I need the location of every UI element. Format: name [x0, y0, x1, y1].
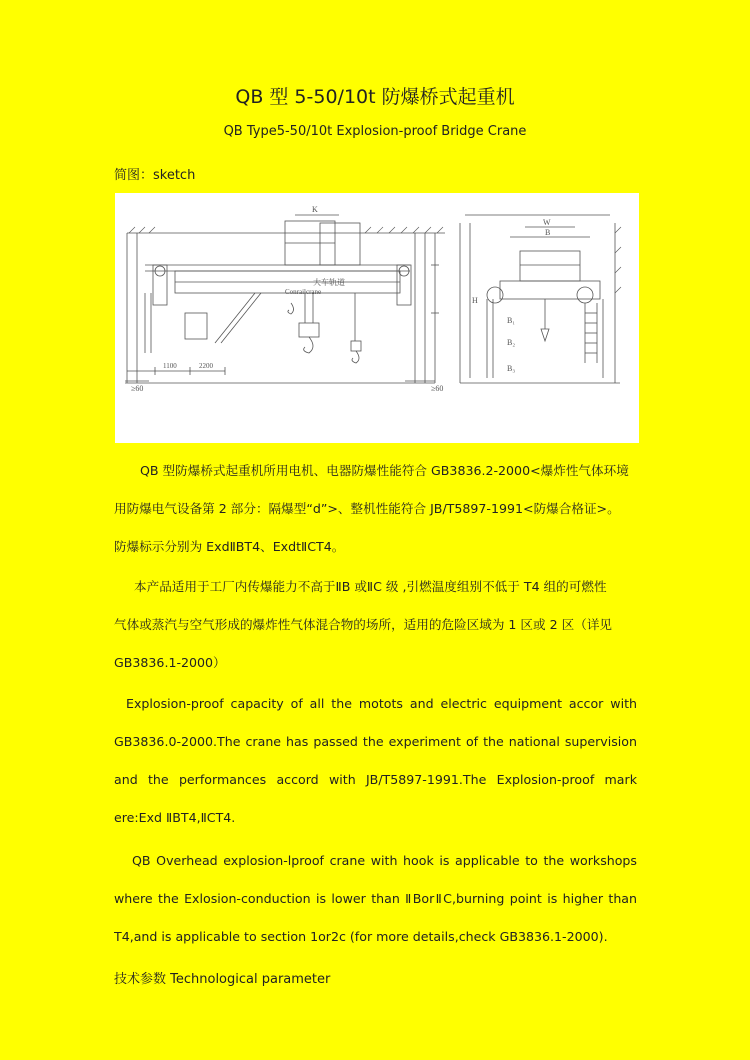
crane-sketch-figure: [115, 193, 639, 443]
dim-b1: B₁: [507, 316, 516, 325]
document-title-cn: QB 型 5-50/10t 防爆桥式起重机: [235, 86, 515, 108]
paragraph-line: GB3836.1-2000）: [114, 655, 226, 670]
paragraph-line: QB 型防爆桥式起重机所用电机、电器防爆性能符合 GB3836.2-2000<爆炸性气体环境: [140, 463, 629, 478]
paragraph-line: 气体或蒸汽与空气形成的爆炸性气体混合物的场所，适用的危险区域为 1 区或 2 区（详见: [114, 617, 613, 632]
dim-b2: B₂: [507, 338, 516, 347]
paragraph-line: where the Exlosion-conduction is lower than ⅡBorⅡC,burning point is higher than: [114, 891, 637, 906]
paragraph-line: T4,and is applicable to section 1or2c (for more details,check GB3836.1-2000).: [114, 929, 608, 944]
paragraph-cn-application: [114, 577, 637, 691]
paragraph-line: GB3836.0-2000.The crane has passed the experiment of the national supervision: [114, 734, 637, 749]
dim-b-label: B: [545, 228, 551, 237]
technical-parameter-heading: 技术参数 Technological parameter: [114, 972, 331, 987]
paragraph-en-application: [114, 851, 637, 965]
dim-h1: H: [472, 296, 478, 305]
document-title-en: QB Type5-50/10t Explosion-proof Bridge Crane: [223, 124, 527, 139]
paragraph-line: ere:Exd ⅡBT4,ⅡCT4.: [114, 810, 236, 825]
dim-left-1: 1100: [163, 362, 177, 370]
paragraph-line: 用防爆电气设备第 2 部分：隔爆型“d”>、整机性能符合 JB/T5897-1991<防爆合格证>。: [114, 501, 620, 516]
dim-left-2: 2200: [199, 362, 213, 370]
elev-left: ≥60: [131, 384, 144, 393]
elev-right: ≥60: [431, 384, 444, 393]
paragraph-line: 本产品适用于工厂内传爆能力不高于ⅡB 或ⅡC 级 ,引燃温度组别不低于 T4 组的可燃性: [134, 579, 607, 594]
rail-label-cn: 大车轨道: [313, 278, 345, 287]
dim-w-label: W: [543, 218, 551, 227]
paragraph-line: Explosion-proof capacity of all the motots and electric equipment accor with: [126, 696, 637, 711]
rail-label-en: Conrailcrane: [285, 288, 322, 296]
dim-k-label: K: [312, 205, 318, 214]
paragraph-cn-explosion-proof: [114, 461, 637, 575]
paragraph-en-explosion-proof: [114, 694, 637, 846]
sketch-label: 简图：sketch: [114, 168, 196, 183]
paragraph-line: QB Overhead explosion-lproof crane with hook is applicable to the workshops: [132, 853, 637, 868]
crane-sketch-drawing: [115, 193, 639, 443]
dim-b3: B₃: [507, 364, 516, 373]
paragraph-line: 防爆标示分别为 ExdⅡBT4、ExdtⅡCT4。: [114, 539, 345, 554]
paragraph-line: and the performances accord with JB/T5897-1991.The Explosion-proof mark: [114, 772, 637, 787]
